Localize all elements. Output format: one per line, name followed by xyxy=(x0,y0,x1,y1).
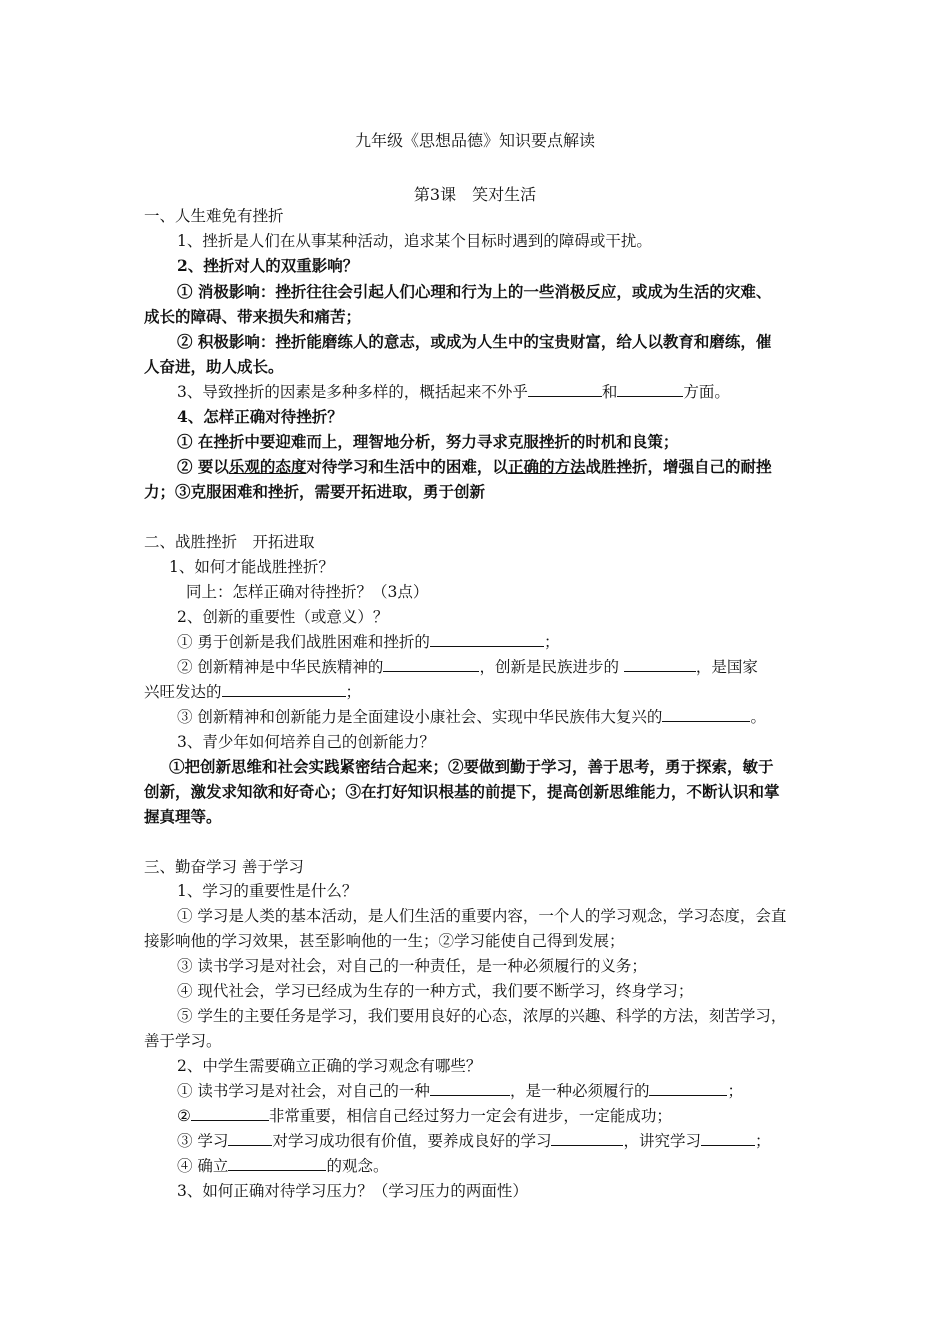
answer-blank[interactable] xyxy=(228,1156,326,1171)
paragraph: ⑤ 学生的主要任务是学习，我们要用良好的心态，浓厚的兴趣、科学的方法，刻苦学习， xyxy=(177,1007,787,1025)
paragraph: 善于学习。 xyxy=(144,1032,222,1050)
answer-blank[interactable] xyxy=(430,632,544,647)
section-heading-2: 二、战胜挫折 开拓进取 xyxy=(144,533,315,551)
text: ，是国家 xyxy=(695,658,758,676)
paragraph: 成长的障碍、带来损失和痛苦； xyxy=(144,307,362,326)
text: 非常重要，相信自己经过努力一定会有进步，一定能成功； xyxy=(268,1107,672,1125)
question: 3、如何正确对待学习压力？（学习压力的两面性） xyxy=(177,1182,528,1200)
text: ； xyxy=(727,1082,743,1100)
fill-in-sentence xyxy=(177,707,766,727)
text: 。 xyxy=(750,708,766,726)
answer-blank[interactable] xyxy=(383,657,479,672)
answer-blank[interactable] xyxy=(649,1081,727,1096)
text: ④ 确立 xyxy=(177,1157,229,1175)
fill-in-sentence xyxy=(177,1131,770,1151)
text: 和 xyxy=(601,383,618,401)
answer-blank[interactable] xyxy=(662,707,750,722)
answer-blank[interactable] xyxy=(528,382,602,397)
text: ① 勇于创新是我们战胜困难和挫折的 xyxy=(177,633,430,651)
paragraph xyxy=(177,457,771,477)
paragraph: 创新，激发求知欲和好奇心；③在打好知识根基的前提下，提高创新思维能力，不断认识和掌 xyxy=(144,782,780,801)
section-heading-3: 三、勤奋学习 善于学习 xyxy=(144,858,304,876)
answer-blank[interactable] xyxy=(222,682,346,697)
answer-blank[interactable] xyxy=(624,657,696,672)
answer-blank[interactable] xyxy=(701,1131,755,1146)
paragraph: 接影响他的学习效果，甚至影响他的一生；②学习能使自己得到发展； xyxy=(144,932,625,950)
paragraph: ①把创新思维和社会实践紧密结合起来；②要做到勤于学习，善于思考，勇于探索，敏于 xyxy=(169,757,774,776)
text: 兴旺发达的 xyxy=(144,683,222,701)
fill-in-sentence xyxy=(177,382,730,402)
fill-in-sentence xyxy=(177,1106,672,1126)
text: ② 创新精神是中华民族精神的 xyxy=(177,658,384,676)
section-heading-1: 一、人生难免有挫折 xyxy=(144,207,284,225)
answer-blank[interactable] xyxy=(617,382,683,397)
question: 2、挫折对人的双重影响？ xyxy=(177,256,359,275)
lesson-title: 第3课 笑对生活 xyxy=(413,185,537,204)
answer-blank[interactable] xyxy=(191,1106,269,1121)
text: ； xyxy=(754,1132,771,1150)
paragraph: ④ 现代社会，学习已经成为生存的一种方式，我们要不断学习，终身学习； xyxy=(177,982,694,1000)
answer-blank[interactable] xyxy=(430,1081,510,1096)
fill-in-sentence xyxy=(144,682,361,702)
text: ； xyxy=(543,633,560,651)
paragraph: 同上：怎样正确对待挫折？（3点） xyxy=(186,583,429,601)
paragraph: 力；③克服困难和挫折，需要开拓进取，勇于创新 xyxy=(144,482,486,501)
text: ① 读书学习是对社会，对自己的一种 xyxy=(177,1082,430,1100)
text: ，是一种必须履行的 xyxy=(509,1082,650,1100)
question: 3、青少年如何培养自己的创新能力？ xyxy=(177,733,435,751)
paragraph: 1、挫折是人们在从事某种活动，追求某个目标时遇到的障碍或干扰。 xyxy=(177,232,652,250)
question: 4、怎样正确对待挫折？ xyxy=(177,407,343,426)
text: ③ 创新精神和创新能力是全面建设小康社会、实现中华民族伟大复兴的 xyxy=(177,708,663,726)
question: 1、如何才能战胜挫折？ xyxy=(169,558,334,576)
answer-blank[interactable] xyxy=(228,1131,272,1146)
text: 方面。 xyxy=(683,383,730,401)
fill-in-sentence xyxy=(177,657,758,677)
fill-in-sentence xyxy=(177,632,559,652)
text: 3、导致挫折的因素是多种多样的，概括起来不外乎 xyxy=(177,383,528,401)
text: ③ 学习 xyxy=(177,1132,229,1150)
answer-blank[interactable] xyxy=(551,1131,623,1146)
paragraph: 人奋进，助人成长。 xyxy=(144,357,284,376)
paragraph: ① 学习是人类的基本活动，是人们生活的重要内容，一个人的学习观念，学习态度，会直 xyxy=(177,907,787,925)
paragraph: 握真理等。 xyxy=(144,807,222,826)
question: 2、创新的重要性（或意义）？ xyxy=(177,608,389,626)
underlined-term: 乐观的态度 xyxy=(228,457,307,476)
text: ，创新是民族进步的 xyxy=(479,658,619,676)
question: 2、中学生需要确立正确的学习观念有哪些？ xyxy=(177,1057,482,1075)
text: ② xyxy=(177,1107,191,1125)
document-title: 九年级《思想品德》知识要点解读 xyxy=(354,131,595,150)
underlined-term: 正确的方法 xyxy=(507,457,586,476)
fill-in-sentence xyxy=(177,1156,388,1176)
text: ； xyxy=(345,683,362,701)
text: 对学习成功很有价值，要养成良好的学习 xyxy=(272,1132,552,1150)
text: ② 要以 xyxy=(177,457,229,476)
text: 的观念。 xyxy=(326,1157,389,1175)
text: 战胜挫折，增强自己的耐挫 xyxy=(585,457,772,476)
paragraph: ① 在挫折中要迎难而上，理智地分析，努力寻求克服挫折的时机和良策； xyxy=(177,432,679,451)
text: ，讲究学习 xyxy=(623,1132,701,1150)
text: 对待学习和生活中的困难，以 xyxy=(306,457,508,476)
paragraph: ② 积极影响：挫折能磨练人的意志，或成为人生中的宝贵财富，给人以教育和磨练，催 xyxy=(177,332,772,351)
question: 1、学习的重要性是什么？ xyxy=(177,882,358,900)
paragraph: ③ 读书学习是对社会，对自己的一种责任，是一种必须履行的义务； xyxy=(177,957,647,975)
fill-in-sentence xyxy=(177,1081,743,1101)
paragraph: ① 消极影响：挫折往往会引起人们心理和行为上的一些消极反应，或成为生活的灾难、 xyxy=(177,282,772,301)
